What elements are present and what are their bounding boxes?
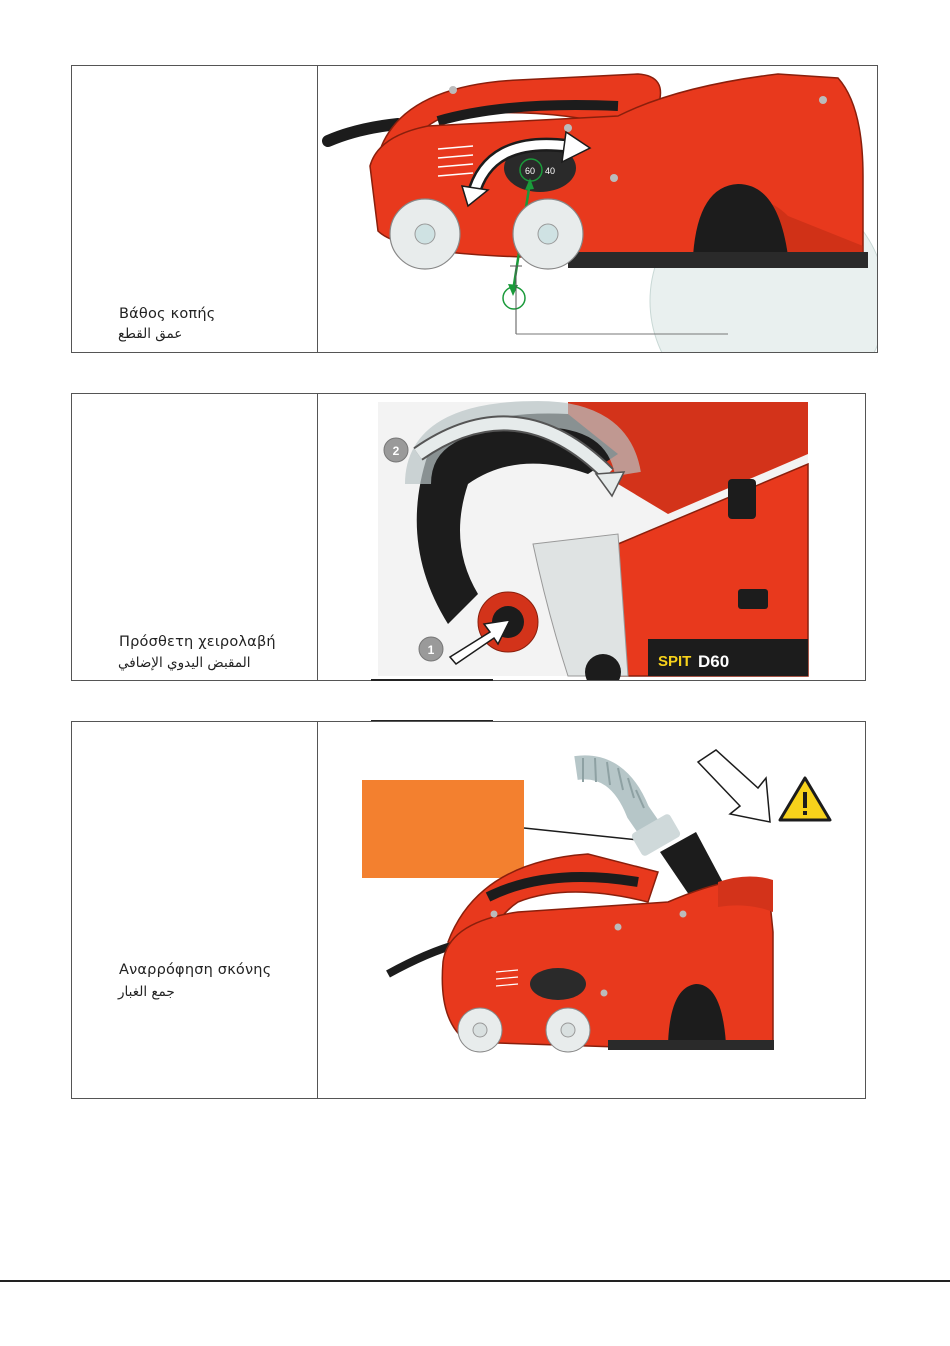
base-plate	[568, 252, 868, 268]
additional-handle-label-arabic: المقبض اليدوي الإضافي	[118, 655, 251, 671]
cutting-depth-label-arabic: عمق القطع	[118, 326, 183, 342]
additional-handle-illustration	[318, 394, 865, 680]
svg-text:1: 1	[427, 643, 435, 657]
dust-extraction-section	[71, 721, 866, 1099]
cutting-depth-illustration	[318, 66, 877, 352]
additional-handle-section	[71, 393, 866, 681]
dial-mark-60: 60	[525, 166, 536, 176]
cutting-depth-section	[71, 65, 878, 353]
warning-triangle-icon	[780, 778, 830, 820]
info-box	[362, 780, 524, 878]
label-cell	[72, 394, 318, 680]
dial-mark-40: 40	[545, 166, 556, 176]
label-cell	[72, 722, 318, 1098]
brand-logo: SPIT	[658, 653, 692, 670]
airflow-arrow-icon	[698, 750, 770, 822]
wheel-icon	[390, 199, 460, 269]
dust-extraction-label-greek: Αναρρόφηση σκόνης	[119, 962, 272, 978]
footer-rule	[0, 1280, 950, 1282]
dust-extraction-illustration	[318, 722, 865, 1098]
cutting-depth-label-greek: Βάθος κοπής	[119, 306, 216, 322]
separator-line	[371, 679, 493, 681]
additional-handle-label-greek: Πρόσθετη χειρολαβή	[119, 634, 276, 650]
wheel-icon	[513, 199, 583, 269]
model-label: D60	[698, 652, 730, 671]
label-cell	[72, 66, 318, 352]
svg-text:2: 2	[392, 444, 400, 458]
dust-extraction-label-arabic: جمع الغبار	[118, 984, 175, 1000]
